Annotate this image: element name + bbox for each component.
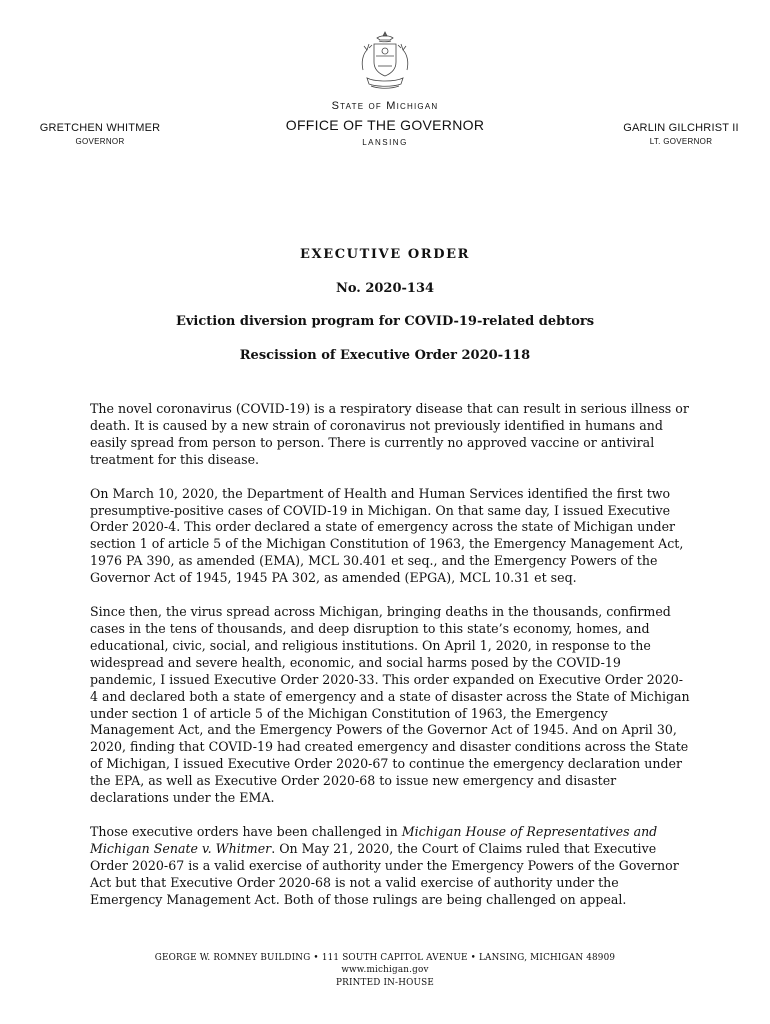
paragraph-4-rest: . On May 21, 2020, the Court of Claims ruled that Executive Order 2020-67 is a valid exercise of authority under the Emergency Powers of the Governor Act but that Executive Order 2020-68 is not a valid exercise of authority under the Emergency Management Act. Both of those rulings are being challenged on appeal.: [90, 840, 679, 907]
page-footer: [0, 952, 770, 989]
city-name: LANSING: [362, 138, 408, 147]
lt-governor-name: GARLIN GILCHRIST II: [623, 122, 739, 134]
paragraph-2: On March 10, 2020, the Department of Health and Human Services identified the first two presumptive-positive cases of COVID-19 in Michigan. On that same day, I issued Executive Order 2020-4. This order declared a state of emergency across the state of Michigan under section 1 of article 5 of the Michigan Constitution of 1963, the Emergency Management Act, 1976 PA 390, as amended (EMA), MCL 30.401 et seq., and the Emergency Powers of the Governor Act of 1945, 1945 PA 302, as amended (EPGA), MCL 10.31 et seq.: [90, 485, 684, 586]
state-name: State of Michigan: [331, 100, 439, 112]
order-body: [90, 401, 690, 925]
paragraph-4-lead: Those executive orders have been challenged in: [90, 823, 402, 839]
paragraph-3: Since then, the virus spread across Michigan, bringing deaths in the thousands, confirmed cases in the tens of thousands, and deep disruption to this state’s economy, homes, and educational, civic, social, and religious institutions. On April 1, 2020, in response to the widespread and severe health, economic, and social harms posed by the COVID-19 pandemic, I issued Executive Order 2020-33. This order expanded on Executive Order 2020-4 and declared both a state of emergency and a state of disaster across the State of Michigan under section 1 of article 5 of the Michigan Constitution of 1963, the Emergency Management Act, and the Emergency Powers of the Governor Act of 1945. And on April 30, 2020, finding that COVID-19 had created emergency and disaster conditions across the State of Michigan, I issued Executive Order 2020-67 to continue the emergency declaration under the EPA, as well as Executive Order 2020-68 to issue new emergency and disaster declarations under the EMA.: [90, 604, 690, 806]
order-subtitle: Eviction diversion program for COVID-19-related debtors: [175, 314, 595, 329]
paragraph-4: [90, 824, 690, 909]
order-title: EXECUTIVE ORDER: [300, 247, 470, 262]
governor-title: GOVERNOR: [75, 137, 125, 146]
governor-block: [36, 122, 164, 146]
case-name: Michigan House of Representatives and Michigan Senate v. Whitmer: [90, 823, 658, 856]
footer-website: www.michigan.gov: [341, 965, 429, 976]
michigan-state-seal-icon: [357, 26, 413, 92]
governor-name: GRETCHEN WHITMER: [39, 122, 161, 134]
paragraph-1: The novel coronavirus (COVID-19) is a respiratory disease that can result in serious illness or death. It is caused by a new strain of coronavirus not previously identified in humans and easily spread from person to person. There is currently no approved vaccine or antiviral treatment for this disease.: [90, 401, 689, 467]
footer-printed: PRINTED IN-HOUSE: [336, 977, 434, 988]
order-rescission: Rescission of Executive Order 2020-118: [239, 348, 531, 363]
order-number: No. 2020-134: [335, 281, 435, 296]
lt-governor-block: [616, 122, 746, 146]
office-name: OFFICE OF THE GOVERNOR: [285, 117, 485, 133]
lt-governor-title: LT. GOVERNOR: [649, 137, 713, 146]
footer-address: GEORGE W. ROMNEY BUILDING • 111 SOUTH CAPITOL AVENUE • LANSING, MICHIGAN 48909: [154, 953, 616, 963]
